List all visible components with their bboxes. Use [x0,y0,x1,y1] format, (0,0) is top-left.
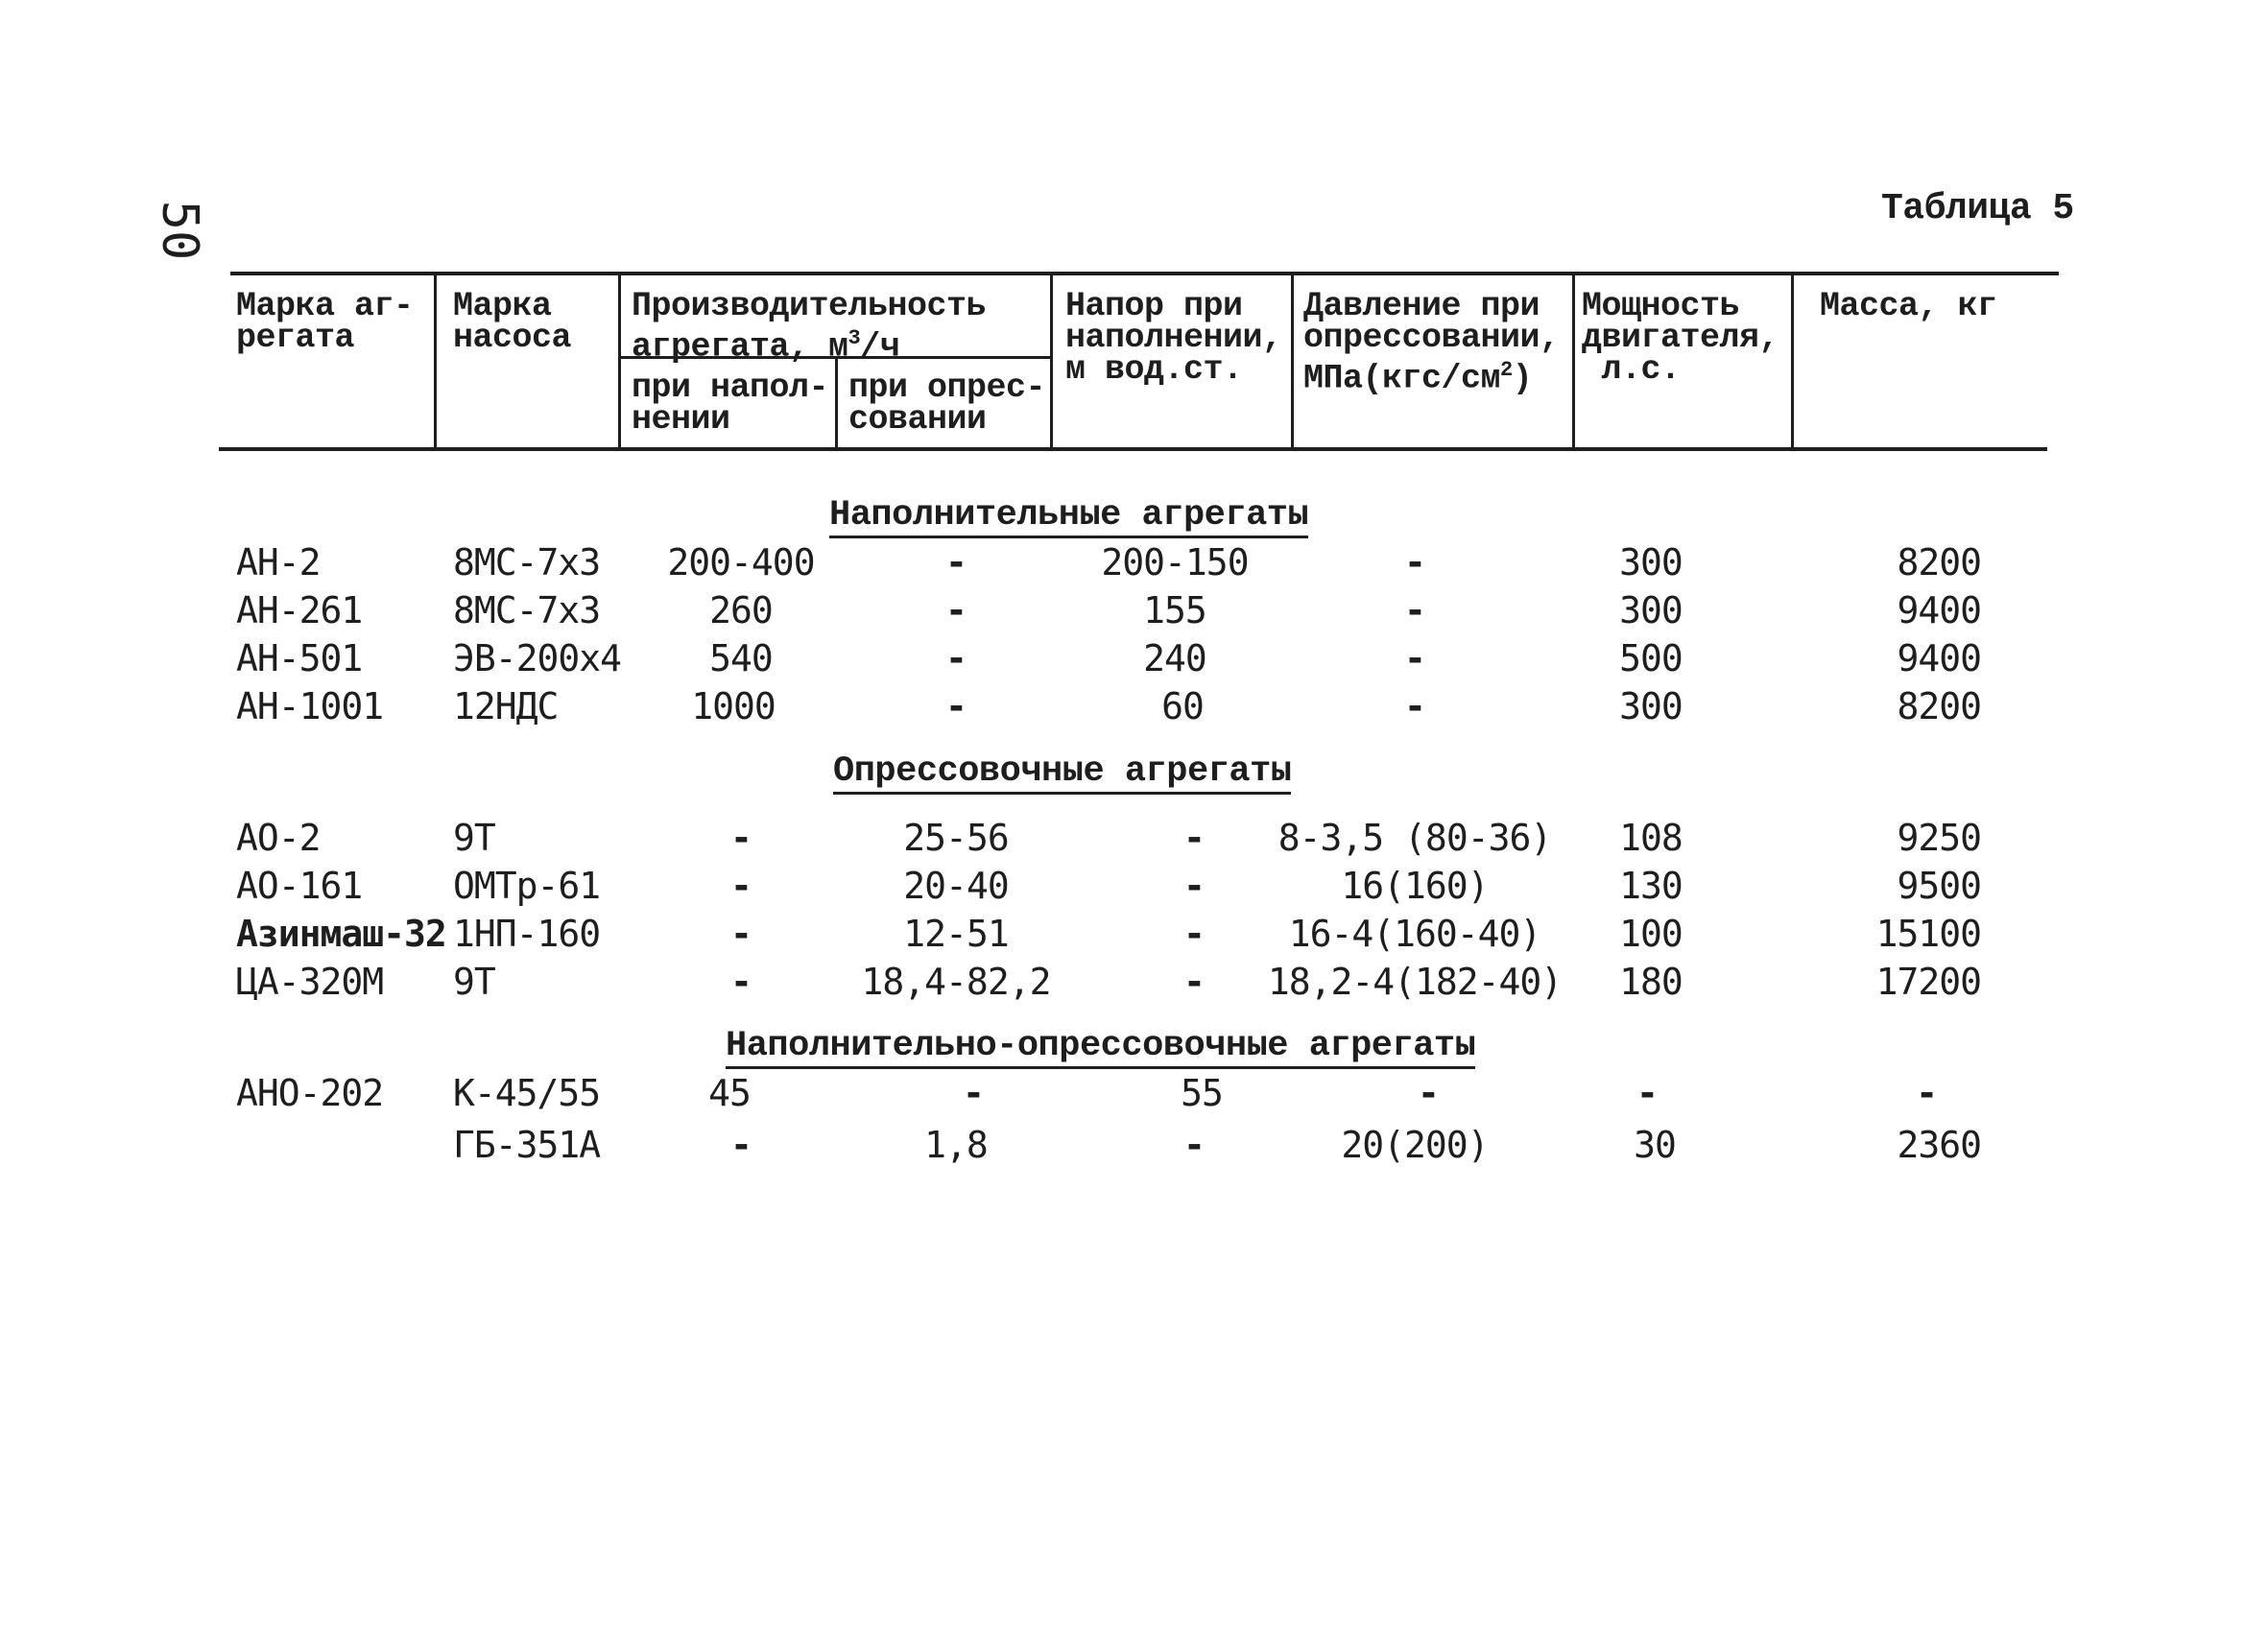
cell-capacity-test: 20-40 [903,865,1009,907]
cell-mass: 9250 [1897,817,1981,859]
cell-unit: АО-161 [236,865,363,907]
cell-capacity-test: 18,4-82,2 [861,961,1051,1003]
cell-pump: ЭВ-200х4 [453,637,622,679]
cell-power: 100 [1619,913,1683,955]
cell-head: - [1183,913,1205,955]
cell-pump: 9Т [453,817,495,859]
col-divider-3a [835,357,838,449]
cell-pump: 1НП-160 [453,913,601,955]
cell-capacity-test: - [945,637,967,679]
cell-capacity-filling: - [730,961,752,1003]
col-divider-6 [1791,273,1794,449]
cell-pump: ОМТр-61 [453,865,601,907]
cell-power: 108 [1619,817,1683,859]
cell-pressure: - [1404,541,1425,583]
table-header-bottom-rule [219,447,2047,451]
cell-power: 30 [1634,1124,1676,1166]
cell-capacity-filling: 1000 [691,685,776,727]
cell-pressure: 20(200) [1341,1124,1489,1166]
cell-mass: 8200 [1897,541,1981,583]
cell-capacity-filling: - [730,817,752,859]
header-capacity-unit: /ч [860,327,900,367]
cell-capacity-test: 1,8 [924,1124,988,1166]
cell-mass: 17200 [1875,961,1981,1003]
header-capacity-filling: при напол- нении [632,369,829,439]
cell-capacity-test: - [945,589,967,631]
cell-pressure: 18,2-4(182-40) [1267,961,1563,1003]
cell-pressure: - [1418,1072,1439,1114]
cell-capacity-filling: - [730,1124,752,1166]
header-capacity [632,287,987,367]
cell-pressure: 16(160) [1341,865,1489,907]
cell-pressure: 16-4(160-40) [1288,913,1541,955]
cell-head: - [1183,817,1205,859]
header-capacity-sup: 3 [848,326,861,350]
cell-pressure: - [1404,637,1425,679]
cell-capacity-test: 12-51 [903,913,1009,955]
cell-power: - [1636,1072,1658,1114]
cell-mass: 9400 [1897,637,1981,679]
cell-head: 240 [1143,637,1206,679]
cell-mass: 2360 [1897,1124,1981,1166]
cell-pump: ГБ-351А [453,1124,601,1166]
cell-capacity-filling: 540 [709,637,773,679]
cell-pump: К-45/55 [453,1072,601,1114]
col-divider-1 [434,273,437,449]
cell-capacity-filling: - [730,865,752,907]
cell-power: 180 [1619,961,1683,1003]
cell-head: 55 [1181,1072,1223,1114]
col-divider-3 [1050,273,1053,449]
cell-unit: ЦА-320М [236,961,384,1003]
cell-unit: АН-2 [236,541,321,583]
cell-unit: АН-1001 [236,685,384,727]
cell-head: 155 [1143,589,1206,631]
cell-pressure: 8-3,5 (80-36) [1277,817,1552,859]
cell-power: 300 [1619,589,1683,631]
cell-capacity-test: - [945,685,967,727]
cell-pump: 12НДС [453,685,559,727]
cell-head: - [1183,1124,1205,1166]
table-top-rule [230,272,2059,275]
cell-mass: 15100 [1875,913,1981,955]
header-capacity-text: Производительность агрегата, м [632,287,987,367]
section-title-filling-pressure-test: Наполнительно-опрессовочные агрегаты [726,1026,1475,1069]
cell-capacity-filling: 200-400 [667,541,815,583]
col-divider-2 [618,273,621,449]
header-capacity-pressure-test: при опрес- совании [848,369,1046,439]
header-pressure-sup: 2 [1500,358,1513,382]
cell-pump: 9Т [453,961,495,1003]
cell-unit: АН-501 [236,637,363,679]
cell-pump: 8МС-7х3 [453,589,601,631]
cell-mass: 8200 [1897,685,1981,727]
section-title-filling: Наполнительные агрегаты [829,495,1308,538]
header-pressure-text: Давление при опрессовании, МПа(кгс/см [1303,287,1560,398]
header-mass: Масса, кг [1820,287,1997,325]
col-divider-5 [1572,273,1575,449]
cell-head: - [1183,865,1205,907]
header-pressure-end: ) [1512,359,1533,398]
cell-head: 200-150 [1101,541,1249,583]
col-divider-4 [1291,273,1294,449]
cell-capacity-filling: 45 [708,1072,751,1114]
cell-mass: 9500 [1897,865,1981,907]
cell-pressure: - [1404,685,1425,727]
cell-power: 300 [1619,685,1683,727]
cell-capacity-filling: - [730,913,752,955]
cell-mass: 9400 [1897,589,1981,631]
header-engine-power: Мощность двигателя, л.с. [1582,287,1779,389]
cell-head: 60 [1161,685,1204,727]
page-number: 50 [151,200,208,261]
cell-capacity-test: - [945,541,967,583]
section-title-pressure-test: Опрессовочные агрегаты [833,751,1291,795]
cell-mass: - [1916,1072,1937,1114]
header-pressure [1303,287,1560,398]
cell-capacity-test: - [963,1072,984,1114]
cell-pressure: - [1404,589,1425,631]
header-head-filling: Напор при наполнении, м вод.ст. [1065,287,1282,389]
header-unit-brand: Марка аг- регата [236,287,414,357]
cell-unit: АНО-202 [236,1072,384,1114]
cell-power: 130 [1619,865,1683,907]
cell-unit: АО-2 [236,817,321,859]
header-pump-brand: Марка насоса [453,287,572,357]
cell-unit: АН-261 [236,589,363,631]
cell-unit: Азинмаш-32 [236,913,446,955]
cell-capacity-filling: 260 [709,589,773,631]
cell-power: 300 [1619,541,1683,583]
cell-head: - [1183,961,1205,1003]
cell-capacity-test: 25-56 [903,817,1009,859]
cell-pump: 8МС-7х3 [453,541,601,583]
cell-power: 500 [1619,637,1683,679]
table-label: Таблица 5 [1881,188,2074,229]
